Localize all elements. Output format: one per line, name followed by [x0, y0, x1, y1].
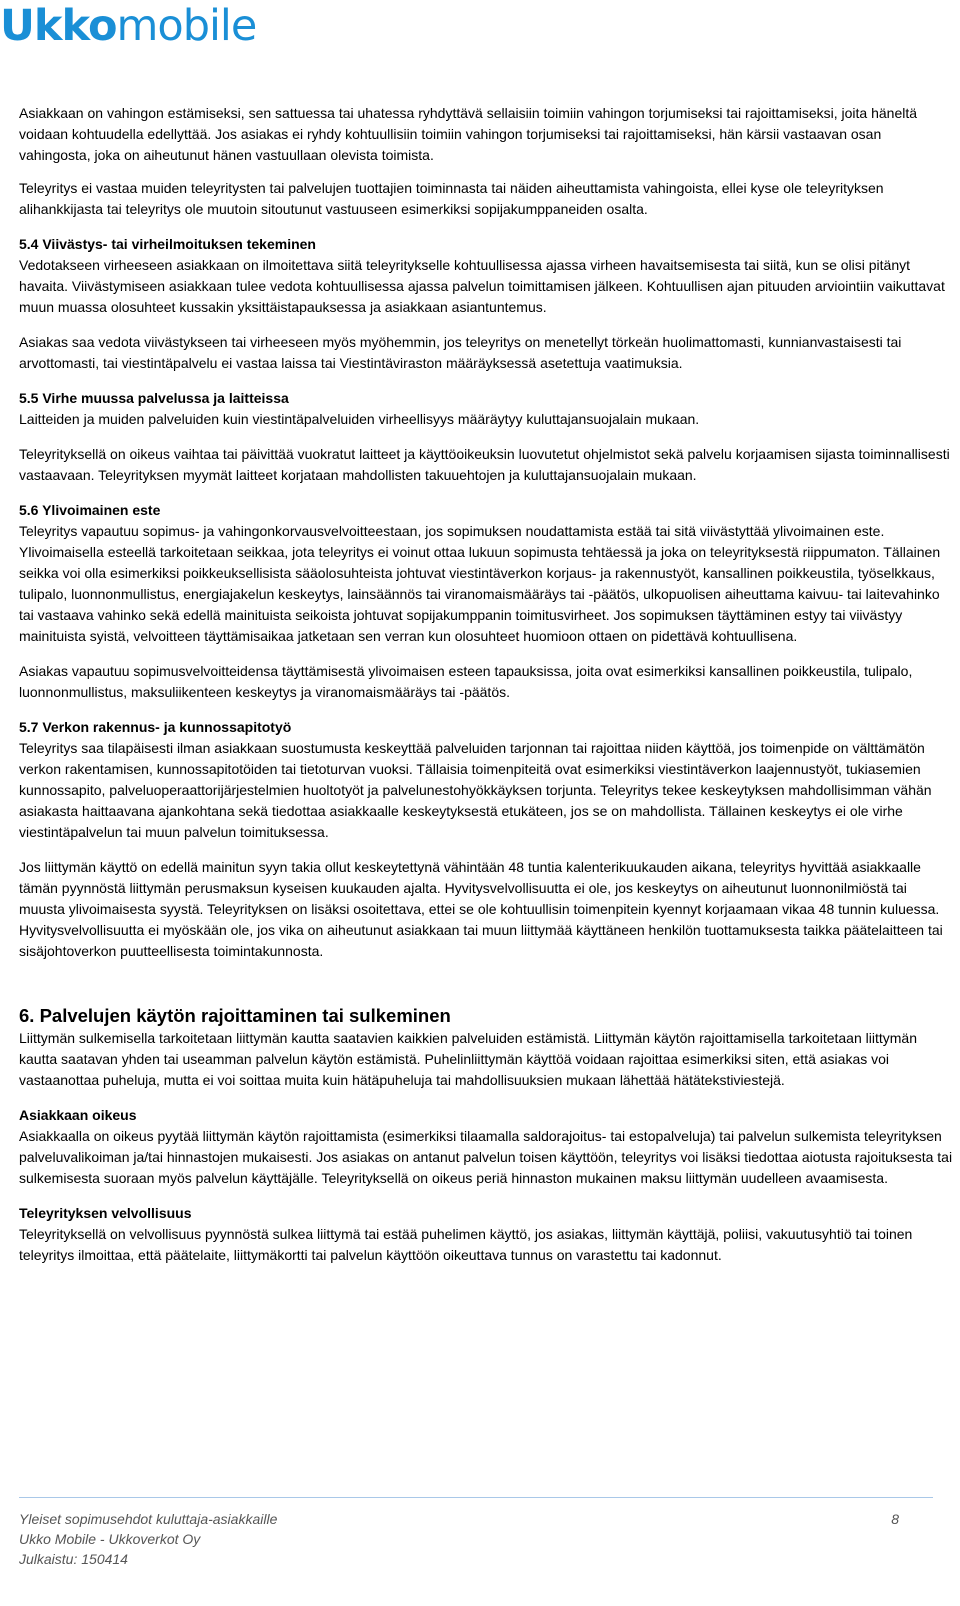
- ukko-mobile-logo: [0, 0, 256, 58]
- section-5-7-title: 5.7 Verkon rakennus- ja kunnossapitotyö: [19, 719, 292, 735]
- section-5-5-paragraph-2: Teleyrityksellä on oikeus vaihtaa tai päivittää vuokratut laitteet ja käyttöoikeuksin luovutetut ohjelmistot sekä palvelu korjaamisen sijasta toiminnallisesti vastaavaan. Teleyrityksen myymät laitteet korjataan mahdollisten takuuehtojen ja kuluttajansuojalain mukaan.: [19, 446, 950, 483]
- section-5-5: [19, 388, 954, 486]
- section-5-7-paragraph-1: Teleyritys saa tilapäisesti ilman asiakkaan suostumusta keskeyttää palveluiden tarjonnan tai rajoittaa niiden käyttöä, jos toimenpide on välttämätön verkon rakentamisen, kunnossapitotöiden tai tietoturvan vuoksi. Tällaisia toimenpiteitä ovat esimerkiksi viestintäverkon laajennustyöt, tukiasemien kunnossapito, palveluoperaattorijärjestelmien huoltotyöt ja palvelunestohyökkäyksen torjunta. Teleyritys tekee keskeytyksen mahdollisimman vähän asiakasta haittaavana ajankohtana sekä tiedottaa asiakkaalle keskeytyksestä etukäteen, jos se on mahdollista. Tällainen keskeytys ei ole virhe viestintäpalvelun tai muun palvelun toimituksessa.: [19, 740, 932, 840]
- section-5-7-paragraph-2: Jos liittymän käyttö on edellä mainitun syyn takia ollut keskeytettynä vähintään 48 tuntia kalenterikuukauden aikana, teleyritys hyvittää asiakkaalle tämän pyynnöstä liittymän perusmaksun kyseisen kuukauden ajalta. Hyvitysvelvollisuutta ei ole, jos keskeytys on aiheutunut luonnonilmiöstä tai muusta ylivoimaisesta syystä. Teleyrityksen on lisäksi osoitettava, ettei se ole kohtuullisin toimenpitein kyennyt korjaamaan vikaa 48 tunnin kuluessa. Hyvitysvelvollisuutta ei myöskään ole, jos vika on aiheutunut asiakkaan tai muun liittymää käyttäneen henkilön tuottamuksesta taikka päätelaitteen tai sisäjohtoverkon puutteellisesta toimintakunnosta.: [19, 859, 943, 959]
- logo-part-mobile: mobile: [116, 1, 257, 51]
- section-6-operator-duty-paragraph: Teleyrityksellä on velvollisuus pyynnöstä sulkea liittymä tai estää puhelimen käyttö, jos asiakas, liittymän käyttäjä, poliisi, vakuutusyhtiö tai toinen teleyritys ilmoittaa, että päätelaite, liittymäkortti tai palvelun käyttöön oikeuttava tunnus on varastettu tai kadonnut.: [19, 1226, 913, 1263]
- section-5-4-paragraph-2: Asiakas saa vedota viivästykseen tai virheeseen myös myöhemmin, jos teleyritys on menetellyt törkeän huolimattomasti, kunnianvastaisesti tai arvottomasti, tai viestintäpalvelu ei vastaa laissa tai Viestintäviraston määräyksessä asetettuja vaatimuksia.: [19, 334, 902, 371]
- section-6-paragraph-1: Liittymän sulkemisella tarkoitetaan liittymän kautta saatavien kaikkien palveluiden estämistä. Liittymän käytön rajoittamisella tarkoitetaan liittymän kautta saatavan yhden tai useamman palvelun käytön estämistä. Puhelinliittymän käyttöä voidaan rajoittaa esimerkiksi siten, että asiakas voi vastaanottaa puheluja, mutta ei voi soittaa muita kuin hätäpuheluja tai mahdollisuuksien mukaan lähettää hätätekstiviestejä.: [19, 1030, 917, 1088]
- section-6-subtitle-operator-duty: Teleyrityksen velvollisuus: [19, 1205, 192, 1221]
- section-6: [19, 1004, 954, 1266]
- footer-document-title: Yleiset sopimusehdot kuluttaja-asiakkaille: [19, 1511, 278, 1527]
- section-5-4-paragraph-1: Vedotakseen virheeseen asiakkaan on ilmoitettava siitä teleyritykselle kohtuullisessa ajassa virheen havaitsemisesta tai siitä, kun se olisi pitänyt havaita. Viivästymiseen asiakkaan tulee vedota kohtuullisessa ajassa palvelun toimittamisen jälkeen. Kohtuullisen ajan pituuden arviointiin vaikuttavat muun muassa olosuhteet kussakin yksittäistapauksessa ja asiakkaan asiantuntemus.: [19, 257, 945, 315]
- section-5-5-title: 5.5 Virhe muussa palvelussa ja laitteissa: [19, 390, 289, 406]
- section-5-6-paragraph-1: Teleyritys vapautuu sopimus- ja vahingonkorvausvelvoitteestaan, jos sopimuksen noudattamista estää tai sitä viivästyttää ylivoimainen este. Ylivoimaisella esteellä tarkoitetaan seikkaa, jota teleyritys ei voinut ottaa lukuun sopimusta tehtäessä ja joka on teleyrityksestä riippumaton. Tällainen seikka voi olla esimerkiksi poikkeuksellisista sääolosuhteista johtuvat viestintäverkon korjaus- ja rakennustyöt, kansallinen poikkeustila, työselkkaus, tulipalo, luonnonmullistus, energiajakelun keskeytys, lainsäännös tai viranomaismääräys tai -päätös, ulkopuolisen aiheuttama kaivuu- tai laitevahinko tai vastaava vahinko sekä edellä mainituista seikoista johtuvat sopijakumppanin toimitusvirheet. Jos sopimuksen täyttäminen estyy tai viivästyy mainituista syistä, velvoitteen täyttämisaikaa jatketaan sen verran kun olosuhteet huomioon ottaen on pidettävä kohtuullisena.: [19, 523, 941, 644]
- section-5-5-paragraph-1: Laitteiden ja muiden palveluiden kuin viestintäpalveluiden virheellisyys määräytyy kuluttajansuojalain mukaan.: [19, 411, 700, 427]
- paragraph-damage-prevention: Asiakkaan on vahingon estämiseksi, sen sattuessa tai uhatessa ryhdyttävä sellaisiin toimiin vahingon torjumiseksi tai rajoittamiseksi, joita häneltä voidaan kohtuudella edellyttää. Jos asiakas ei ryhdy kohtuullisiin toimiin vahingon torjumiseksi tai rajoittamiseksi, hän kärsii vastaavan osan vahingosta, joka on aiheutunut hänen vastuullaan olevista toimista.: [19, 105, 918, 163]
- footer-divider: [19, 1497, 933, 1498]
- section-6-subtitle-customer-right: Asiakkaan oikeus: [19, 1107, 137, 1123]
- section-5-7: [19, 717, 954, 962]
- section-5-4: [19, 234, 954, 374]
- section-6-customer-right-paragraph: Asiakkaalla on oikeus pyytää liittymän käytön rajoittamista (esimerkiksi tilaamalla saldorajoitus- tai estopalveluja) tai palvelun sulkemista teleyrityksen palveluvalikoiman ja/tai hinnastojen mukaisesti. Jos asiakas on antanut palvelun toisen käyttöön, teleyritys voi lisäksi tiedottaa aiotusta rajoituksesta tai sulkemisesta suoraan myös palvelun käyttäjälle. Teleyrityksellä on oikeus periä hinnaston mukainen maksu liittymän uudelleen avaamisesta.: [19, 1128, 953, 1186]
- section-5-6-title: 5.6 Ylivoimainen este: [19, 502, 161, 518]
- footer-published: Julkaistu: 150414: [19, 1551, 128, 1567]
- logo-part-ukko: Ukko: [0, 1, 117, 51]
- section-6-title: 6. Palvelujen käytön rajoittaminen tai sulkeminen: [19, 1005, 451, 1026]
- page-number: 8: [891, 1511, 899, 1527]
- section-5-6: [19, 500, 954, 703]
- paragraph-other-operators: Teleyritys ei vastaa muiden teleyritysten tai palvelujen tuottajien toiminnasta tai näiden aiheuttamista vahingoista, ellei kyse ole teleyrityksen alihankkijasta tai teleyritys ole muutoin sitoutunut vastuuseen esimerkiksi sopijakumppaneiden osalta.: [19, 180, 884, 217]
- section-5-4-title: 5.4 Viivästys- tai virheilmoituksen tekeminen: [19, 236, 316, 252]
- footer-company: Ukko Mobile - Ukkoverkot Oy: [19, 1531, 201, 1547]
- page-footer: [19, 1509, 899, 1569]
- section-5-6-paragraph-2: Asiakas vapautuu sopimusvelvoitteidensa täyttämisestä ylivoimaisen esteen tapauksissa, joita ovat esimerkiksi kansallinen poikkeustila, tulipalo, luonnonmullistus, maksuliikenteen keskeytys ja viranomaismääräys tai -päätös.: [19, 663, 913, 700]
- document-body: [19, 103, 954, 1266]
